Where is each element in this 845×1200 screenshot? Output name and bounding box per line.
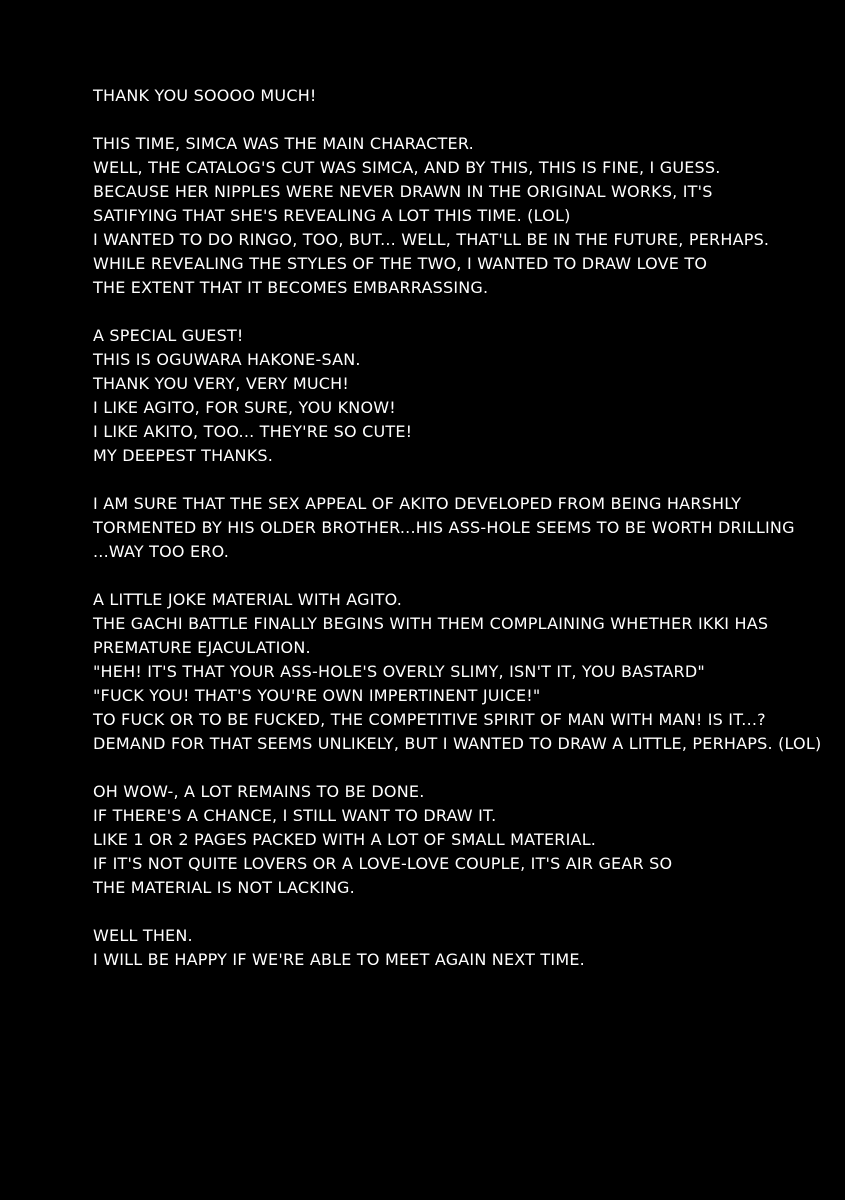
- paragraph: [93, 924, 793, 972]
- paragraph: [93, 780, 793, 900]
- paragraph: [93, 588, 822, 756]
- paragraph: [93, 492, 793, 564]
- text-line: LIKE 1 OR 2 PAGES PACKED WITH A LOT OF SMALL MATERIAL.: [93, 830, 597, 849]
- text-line: WHILE REVEALING THE STYLES OF THE TWO, I WANTED TO DRAW LOVE TO: [93, 254, 708, 273]
- text-line: THANK YOU SOOOO MUCH!: [93, 86, 317, 105]
- text-line: WELL, THE CATALOG'S CUT WAS SIMCA, AND BY THIS, THIS IS FINE, I GUESS.: [93, 158, 721, 177]
- text-line: PREMATURE EJACULATION.: [93, 638, 311, 657]
- text-line: IF THERE'S A CHANCE, I STILL WANT TO DRAW IT.: [93, 806, 497, 825]
- text-line: BECAUSE HER NIPPLES WERE NEVER DRAWN IN THE ORIGINAL WORKS, IT'S: [93, 182, 713, 201]
- text-line: ...WAY TOO ERO.: [93, 542, 230, 561]
- text-line: THIS TIME, SIMCA WAS THE MAIN CHARACTER.: [93, 134, 474, 153]
- text-line: A SPECIAL GUEST!: [93, 326, 244, 345]
- text-line: MY DEEPEST THANKS.: [93, 446, 274, 465]
- text-line: TO FUCK OR TO BE FUCKED, THE COMPETITIVE SPIRIT OF MAN WITH MAN! IS IT...?: [93, 710, 766, 729]
- text-line: TORMENTED BY HIS OLDER BROTHER...HIS ASS-HOLE SEEMS TO BE WORTH DRILLING: [93, 518, 795, 537]
- text-line: THE MATERIAL IS NOT LACKING.: [93, 878, 355, 897]
- text-line: IF IT'S NOT QUITE LOVERS OR A LOVE-LOVE COUPLE, IT'S AIR GEAR SO: [93, 854, 673, 873]
- text-line: I LIKE AKITO, TOO... THEY'RE SO CUTE!: [93, 422, 413, 441]
- paragraph: [93, 324, 793, 468]
- text-line: I WILL BE HAPPY IF WE'RE ABLE TO MEET AGAIN NEXT TIME.: [93, 950, 585, 969]
- text-line: THANK YOU VERY, VERY MUCH!: [93, 374, 350, 393]
- text-line: DEMAND FOR THAT SEEMS UNLIKELY, BUT I WANTED TO DRAW A LITTLE, PERHAPS. (LOL): [93, 734, 822, 753]
- text-line: I LIKE AGITO, FOR SURE, YOU KNOW!: [93, 398, 396, 417]
- text-line: SATIFYING THAT SHE'S REVEALING A LOT THIS TIME. (LOL): [93, 206, 571, 225]
- text-line: THE GACHI BATTLE FINALLY BEGINS WITH THEM COMPLAINING WHETHER IKKI HAS: [93, 614, 769, 633]
- text-line: THE EXTENT THAT IT BECOMES EMBARRASSING.: [93, 278, 489, 297]
- paragraph: [93, 84, 793, 108]
- text-line: "FUCK YOU! THAT'S YOU'RE OWN IMPERTINENT JUICE!": [93, 686, 541, 705]
- text-line: THIS IS OGUWARA HAKONE-SAN.: [93, 350, 361, 369]
- text-line: I AM SURE THAT THE SEX APPEAL OF AKITO DEVELOPED FROM BEING HARSHLY: [93, 494, 742, 513]
- text-line: "HEH! IT'S THAT YOUR ASS-HOLE'S OVERLY SLIMY, ISN'T IT, YOU BASTARD": [93, 662, 705, 681]
- paragraph: [93, 132, 793, 300]
- text-line: I WANTED TO DO RINGO, TOO, BUT... WELL, THAT'LL BE IN THE FUTURE, PERHAPS.: [93, 230, 770, 249]
- text-line: WELL THEN.: [93, 926, 193, 945]
- text-line: OH WOW-, A LOT REMAINS TO BE DONE.: [93, 782, 425, 801]
- afterword-text: [93, 84, 822, 996]
- text-line: A LITTLE JOKE MATERIAL WITH AGITO.: [93, 590, 403, 609]
